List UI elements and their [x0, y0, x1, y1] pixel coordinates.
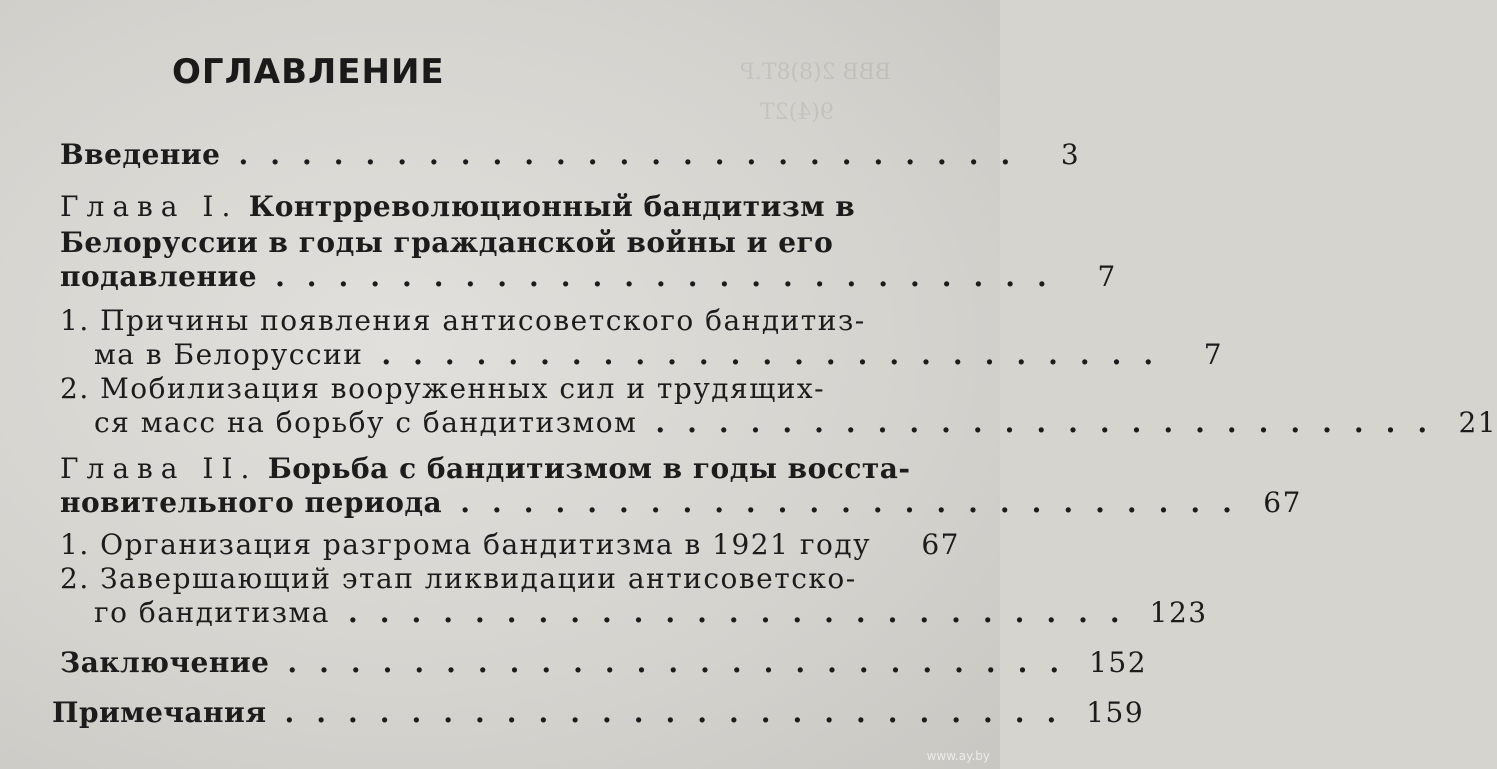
toc-section-1-2-line-2: [60, 406, 1497, 446]
bleed-through-text: 9(4)2Т: [760, 100, 834, 125]
toc-entry-label: ся масс на борьбу с бандитизмом: [94, 406, 638, 439]
toc-entry-label: Заключение: [60, 646, 270, 679]
leader-dots: .........................: [287, 646, 1082, 679]
toc-page-number: 123: [1149, 596, 1208, 629]
toc-page-number: 152: [1089, 646, 1148, 679]
toc-entry-label: 2. Мобилизация вооруженных сил и трудящих-: [60, 372, 826, 405]
chapter-prefix: Глава I.: [60, 190, 239, 223]
chapter-title-part: Контрреволюционный бандитизм в: [248, 190, 856, 223]
toc-page-number: 159: [1086, 696, 1145, 729]
toc-entry-conclusion: [60, 646, 1148, 686]
chapter-prefix: Глава II.: [60, 452, 258, 485]
leader-dots: .........................: [275, 260, 1069, 293]
toc-entry-label: ма в Белоруссии: [94, 338, 364, 371]
toc-entry-label: го бандитизма: [94, 596, 330, 629]
page-title: ОГЛАВЛЕНИЕ: [172, 52, 445, 92]
toc-page-number: 7: [1203, 338, 1224, 371]
toc-section-2-2-line-2: [60, 596, 1208, 636]
watermark: www.ay.by: [926, 749, 990, 763]
leader-dots: .........................: [238, 138, 1033, 171]
toc-chapter-2-line-2: [60, 486, 1302, 526]
toc-page-number: 3: [1060, 138, 1081, 171]
toc-entry-label: [60, 452, 911, 485]
chapter-title-part: подавление: [60, 260, 258, 293]
toc-entry-label: [60, 190, 855, 223]
leader-dots: .........................: [284, 696, 1079, 729]
leader-dots: .........................: [381, 338, 1176, 371]
chapter-title-part: Борьба с бандитизмом в годы восста-: [267, 452, 911, 485]
toc-entry-label: Примечания: [52, 696, 267, 729]
bleed-through-text: ВВВ 2(8)8Т.Р: [740, 60, 892, 85]
toc-entry-label: Введение: [60, 138, 221, 171]
leader-dots: .........................: [460, 486, 1254, 519]
toc-entry-introduction: [60, 138, 1081, 178]
toc-page-number: 67: [1263, 486, 1302, 519]
leader-dots: .........................: [655, 406, 1450, 439]
toc-entry-label: 1. Организация разгрома бандитизма в 1921 году: [60, 528, 872, 561]
toc-page-number: 21: [1458, 406, 1497, 439]
toc-chapter-1-line-1: [60, 190, 960, 230]
chapter-title-part: Белоруссии в годы гражданской войны и его: [60, 226, 834, 259]
toc-chapter-1-line-3: [60, 260, 1117, 300]
toc-entry-notes: [52, 696, 1145, 736]
chapter-title-part: новительного периода: [60, 486, 443, 519]
leader-dots: .........................: [347, 596, 1142, 629]
toc-page-number: 7: [1097, 260, 1117, 293]
toc-page-number: 67: [921, 528, 960, 561]
toc-entry-label: 1. Причины появления антисоветского бандитиз-: [60, 304, 866, 337]
toc-entry-label: 2. Завершающий этап ликвидации антисоветско-: [60, 562, 857, 595]
